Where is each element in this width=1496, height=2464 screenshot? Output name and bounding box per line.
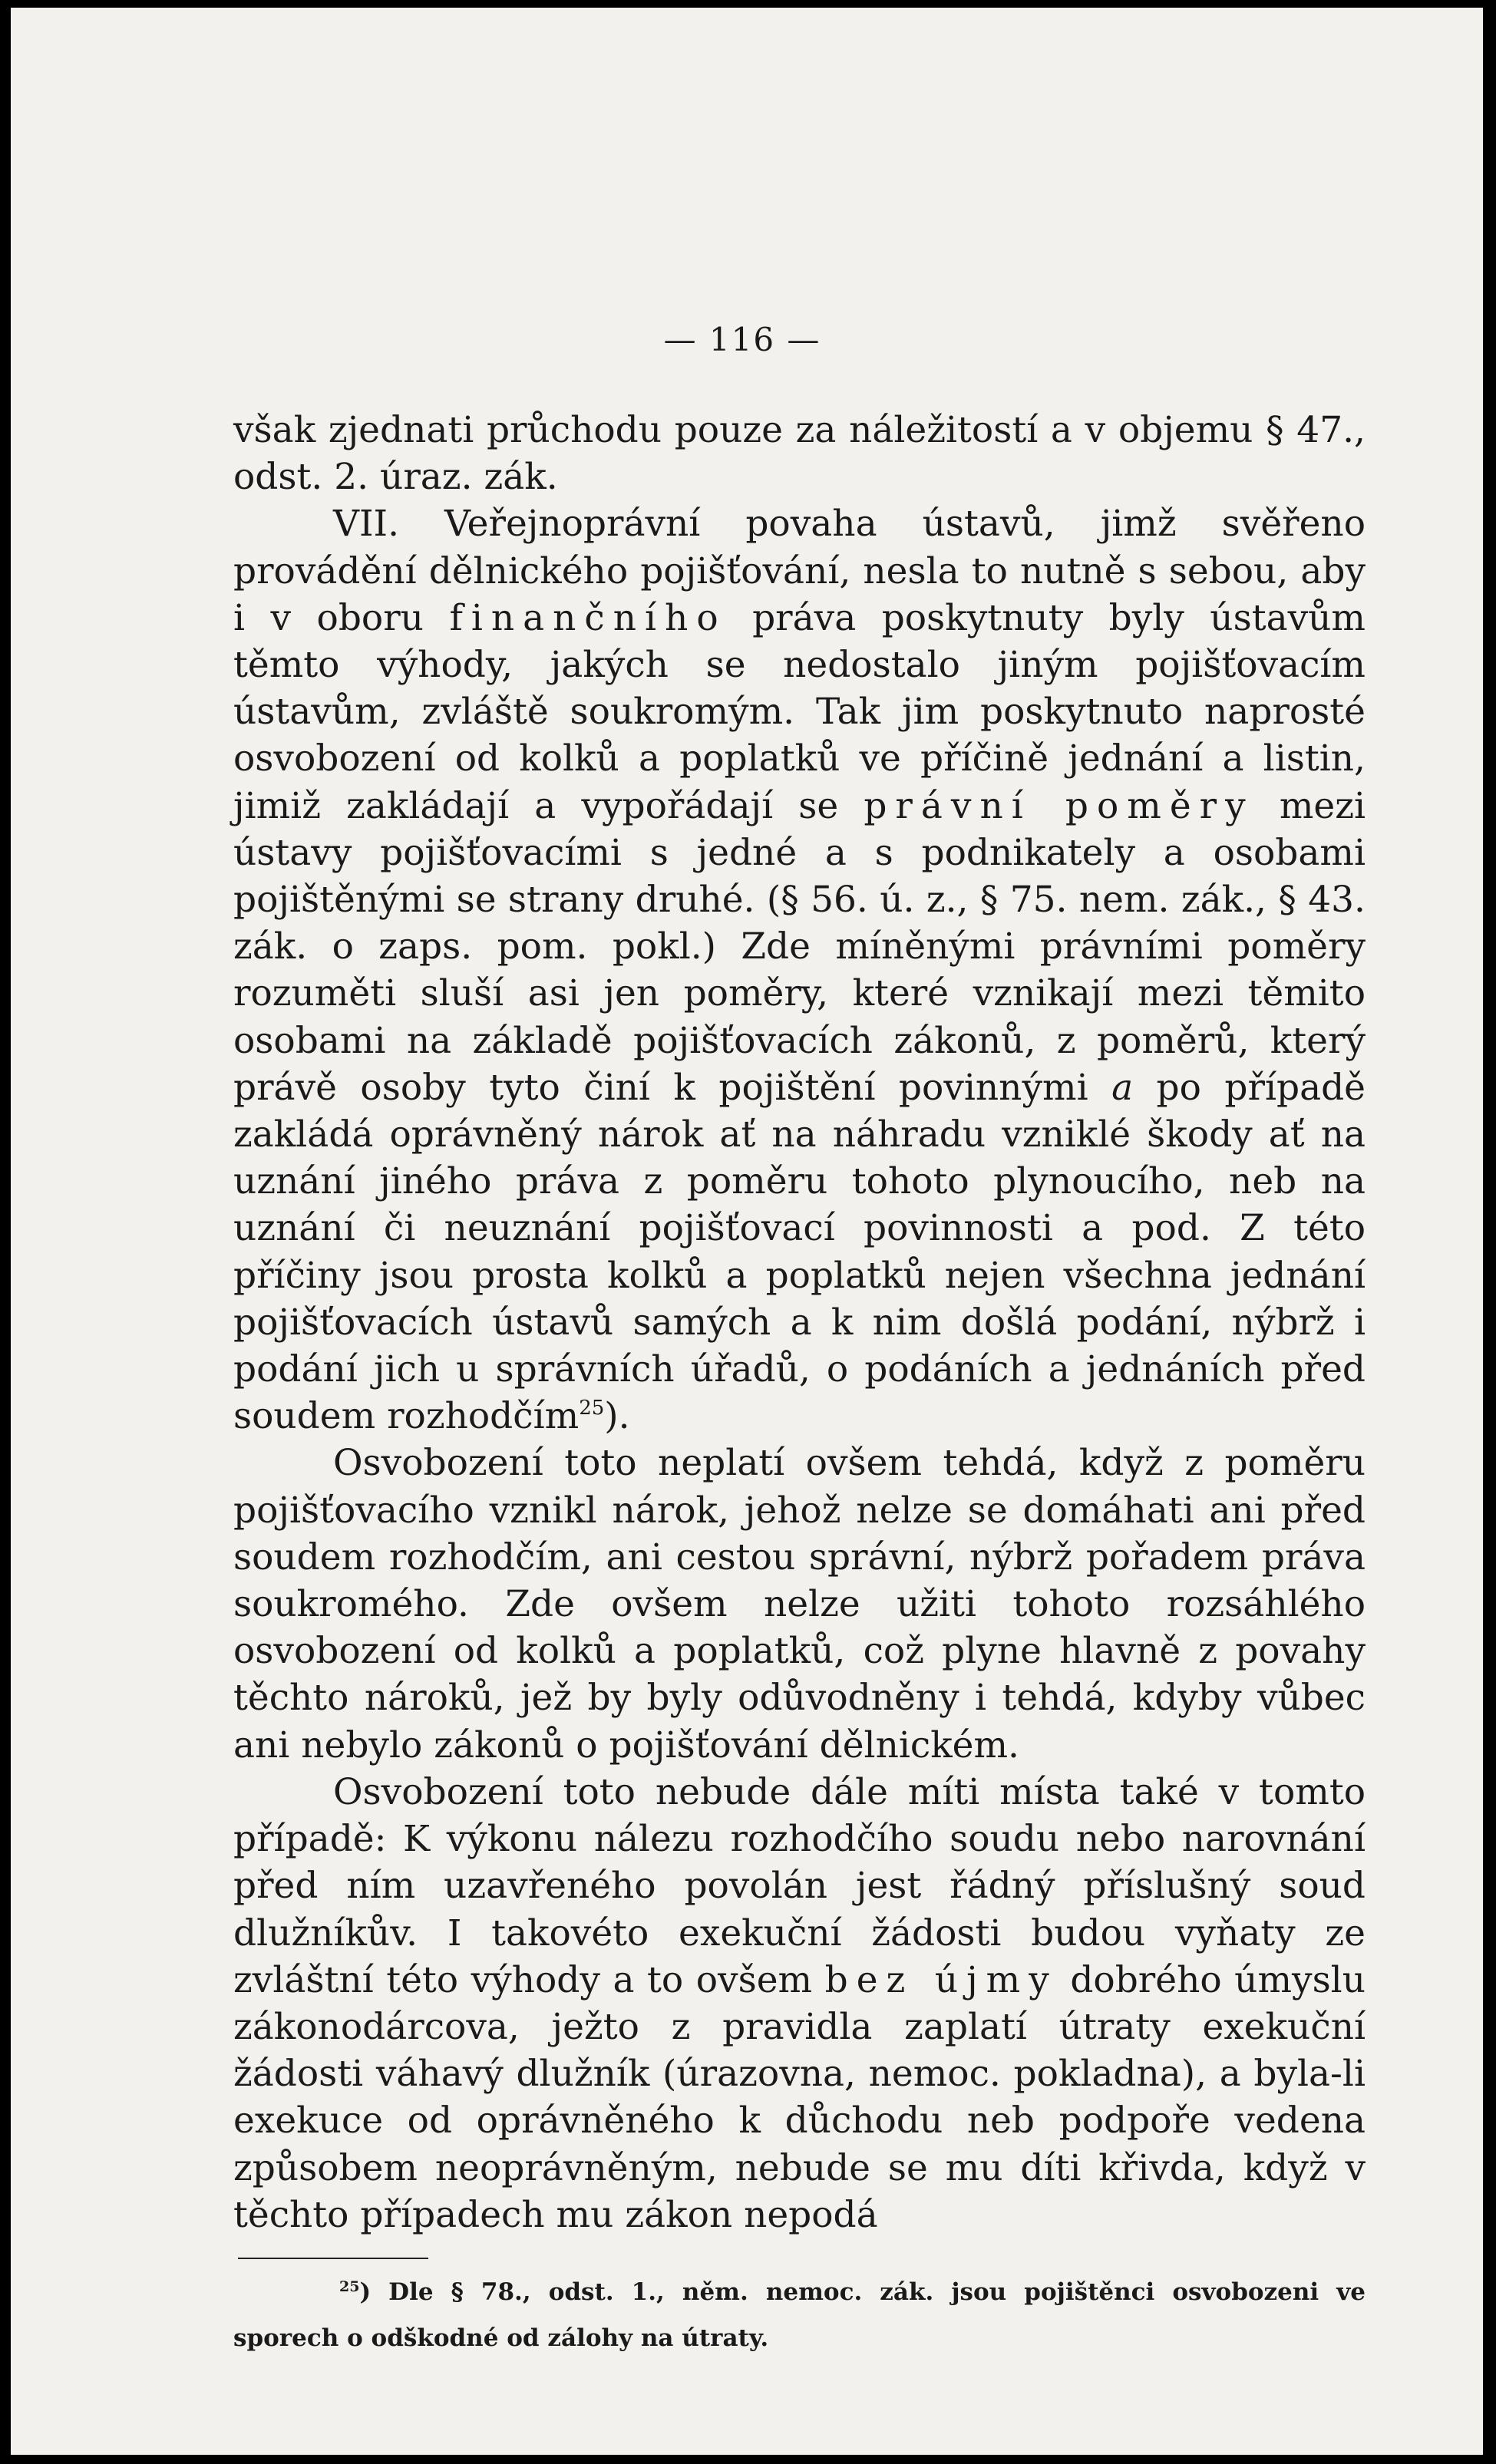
paragraph-3 <box>233 1440 1366 1768</box>
footnote-25 <box>233 2269 1366 2361</box>
text-run: ). <box>604 1395 630 1438</box>
text-run: mezi ústavy pojišťovacími s jedné a s podnikately a osobami pojištěnými se strany druhé. (§ 56. ú. z., § 75. nem. zák., § 43. zák. o zaps. pom. pokl.) Zde míněnými právními poměry rozuměti sluší asi jen poměry, které vznikají mezi těmito osobami na základě pojišťovacích zákonů, z poměrů, který právě osoby tyto činí k pojištění povinnými <box>233 784 1366 1109</box>
page <box>11 8 1483 2455</box>
text-run: však zjednati průchodu pouze za náležitostí a v objemu § 47., odst. 2. úraz. zák. <box>233 409 1366 499</box>
page-number: — 116 — <box>663 321 821 358</box>
text-run: VII. Veřejnoprávní povaha ústavů, jimž svěřeno provádění dělnického pojišťování, nesla to nutně s sebou, aby i v oboru <box>233 503 1366 639</box>
text-run: bez újmy <box>824 1958 1058 2001</box>
text-run: ) Dle § 78., odst. 1., něm. nemoc. zák. jsou pojištěnci osvobozeni ve sporech o odškodné od zálohy na útraty. <box>233 2278 1366 2352</box>
footnote-marker: 25 <box>579 1397 605 1420</box>
text-run: dobrého úmyslu zákonodárcova, ježto z pravidla zaplatí útraty exekuční žádosti váhavý dlužník (úrazovna, nemoc. pokladna), a byla-li exekuce od oprávněného k důchodu neb podpoře vedena způsobem neoprávněným, nebude se mu díti křivda, když v těchto případech mu zákon nepodá <box>233 1958 1366 2236</box>
footnote-marker: 25 <box>339 2278 360 2295</box>
text-run: po případě zakládá oprávněný nárok ať na náhradu vzniklé škody ať na uznání jiného práva z poměru tohoto plynoucího, neb na uznání či neuznání pojišťovací povinnosti a pod. Z této příčiny jsou prosta kolků a poplatků nejen všechna jednání pojišťovacích ústavů samých a k nim došlá podání, nýbrž i podání jich u správních úřadů, o podáních a jednáních před soudem rozhodčím <box>233 1066 1366 1438</box>
text-run: Osvobození toto neplatí ovšem tehdá, když z poměru pojišťovacího vznikl nárok, jehož nelze se domáhati ani před soudem rozhodčím, ani cestou správní, nýbrž pořadem práva soukromého. Zde ovšem nelze užiti tohoto rozsáhlého osvobození od kolků a poplatků, což plyne hlavně z povahy těchto nároků, jež by byly odůvodněny i tehdá, kdyby vůbec ani nebylo zákonů o pojišťování dělnickém. <box>233 1442 1366 1766</box>
text-run: a <box>1111 1066 1134 1109</box>
text-run: finančního <box>449 596 727 639</box>
text-run: Osvobození toto nebude dále míti místa také v tomto případě: K výkonu nálezu rozhodčího soudu nebo narovnání před ním uzavřeného povolán jest řádný příslušný soud dlužníkův. I takovéto exekuční žádosti budou vyňaty ze zvláštní této výhody a to ovšem <box>233 1770 1366 2001</box>
footnote <box>233 2269 1366 2361</box>
body-text <box>233 407 1366 2238</box>
paragraph-4 <box>233 1769 1366 2238</box>
text-run: právní poměry <box>864 784 1254 827</box>
paragraph-2 <box>233 500 1366 1440</box>
footnote-rule <box>238 2258 428 2259</box>
text-run: práva poskytnuty byly ústavům těmto výhody, jakých se nedostalo jiným pojišťovacím ústavům, zvláště soukromým. Tak jim poskytnuto naprosté osvobození od kolků a poplatků ve příčině jednání a listin, jimiž zakládají a vypořádají se <box>233 596 1366 827</box>
paragraph-1 <box>233 407 1366 500</box>
